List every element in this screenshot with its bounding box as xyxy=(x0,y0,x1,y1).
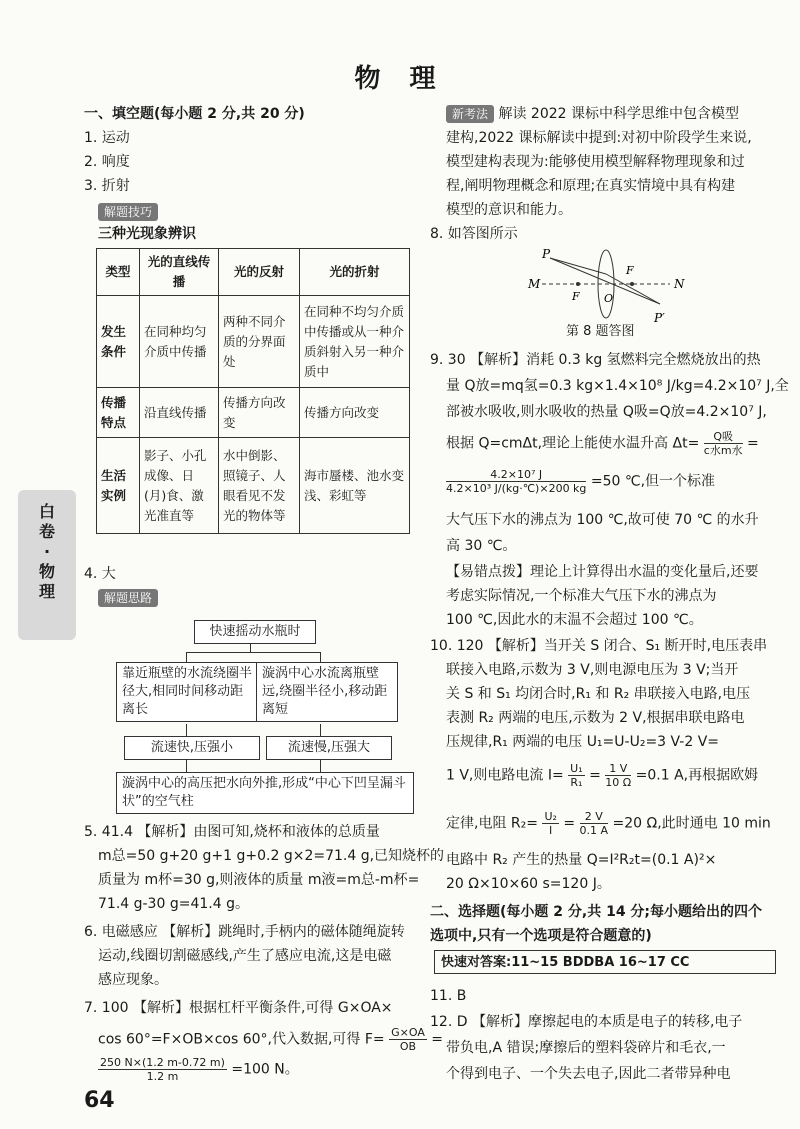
answer-10-line: 关 S 和 S₁ 均闭合时,R₁ 和 R₂ 串联接入电路,电压 xyxy=(446,686,751,702)
fraction-numerator: U₁ xyxy=(570,762,583,775)
answer-10-text: 1 V,则电路电流 I= xyxy=(446,767,564,784)
answer-9-text: =50 ℃,但一个标准 xyxy=(590,473,716,490)
answer-7-text: cos 60°=F×OB×cos 60°,代入数据,可得 F= xyxy=(98,1031,385,1048)
answer-9-line: 部被水吸收,则水吸收的热量 Q吸=Q放=4.2×10⁷ J, xyxy=(446,404,767,420)
label-p-prime: P′ xyxy=(654,311,665,325)
side-tab-label: 白卷·物理 xyxy=(38,502,55,601)
answer-9-fraction xyxy=(446,468,586,495)
answer-10-line xyxy=(446,762,758,789)
answer-10-fraction xyxy=(568,762,584,789)
section-heading-fill-blank: 一、填空题(每小题 2 分,共 20 分) xyxy=(84,106,305,122)
idea-tag xyxy=(98,588,158,608)
answer-5: 5. 41.4 【解析】由图可知,烧杯和液体的总质量 xyxy=(84,824,380,840)
new-method-tag: 新考法 xyxy=(446,105,494,123)
flow-arrow xyxy=(320,724,321,736)
note-line: 建构,2022 课标解读中提到:对初中阶段学生来说, xyxy=(446,130,752,146)
equals-sign: = xyxy=(746,435,759,452)
fraction-denominator: OB xyxy=(399,1040,417,1053)
table-title: 三种光现象辨识 xyxy=(98,226,196,242)
answer-9-text: 根据 Q=cmΔt,理论上能使水温升高 Δt= xyxy=(446,435,700,452)
answer-10-fraction xyxy=(580,810,609,837)
fraction-numerator: 2 V xyxy=(580,810,609,824)
fraction-denominator: I xyxy=(549,824,553,837)
answer-8: 8. 如答图所示 xyxy=(430,226,518,242)
answer-7-fraction xyxy=(98,1056,227,1083)
bulb-icon-tag: 解题思路 xyxy=(98,589,158,607)
label-f-right: F xyxy=(626,264,634,277)
fraction-numerator: Q吸 xyxy=(704,430,743,444)
answer-10-line: 压规律,R₁ 两端的电压 U₁=U-U₂=3 V-2 V= xyxy=(446,734,719,750)
page-number: 64 xyxy=(84,1088,115,1113)
table-cell: 水中倒影、照镜子、人眼看见不发光的物体等 xyxy=(219,438,300,534)
section-heading-choice-line: 选项中,只有一个选项是符合题意的) xyxy=(430,928,652,944)
flow-connector xyxy=(250,644,251,652)
label-o: O xyxy=(604,292,614,305)
answer-9-line xyxy=(446,468,715,495)
flow-arrow xyxy=(320,652,321,662)
answer-10-text: 定律,电阻 R₂= xyxy=(446,815,538,832)
answer-9-line: 量 Q放=mq氢=0.3 kg×1.4×10⁸ J/kg=4.2×10⁷ J,全 xyxy=(446,378,789,394)
flow-connector xyxy=(186,760,187,772)
answer-5-line: m总=50 g+20 g+1 g+0.2 g×2=71.4 g,已知烧杯的 xyxy=(98,848,445,864)
answer-10-line xyxy=(446,810,771,837)
label-f-left: F xyxy=(572,290,580,303)
table-cell: 传播方向改变 xyxy=(300,388,410,438)
flow-connector xyxy=(186,652,320,653)
table-cell: 影子、小孔成像、日(月)食、激光准直等 xyxy=(140,438,219,534)
fraction-numerator: U₂ xyxy=(544,810,557,823)
answer-11: 11. B xyxy=(430,988,467,1004)
answer-4: 4. 大 xyxy=(84,566,116,582)
answer-10-fraction xyxy=(605,762,631,789)
answer-6-line: 运动,线圈切割磁感线,产生了感应电流,这是电磁 xyxy=(98,948,392,964)
answer-10-line: 电路中 R₂ 产生的热量 Q=I²R₂t=(0.1 A)²× xyxy=(446,852,717,868)
focus-right xyxy=(630,282,634,286)
answer-5-line: 质量为 m杯=30 g,则液体的质量 m液=m总-m杯= xyxy=(98,872,420,888)
quick-answer-box: 快速对答案:11~15 BDDBA 16~17 CC xyxy=(434,950,776,974)
flow-left-result: 流速快,压强小 xyxy=(124,736,260,760)
fraction-denominator: 0.1 A xyxy=(579,824,609,837)
table-header-refraction: 光的折射 xyxy=(300,249,410,296)
note-text: 解读 2022 课标中科学思维中包含模型 xyxy=(498,106,739,122)
note-line: 模型的意识和能力。 xyxy=(446,202,572,218)
answer-1: 1. 运动 xyxy=(84,130,130,146)
answer-3: 3. 折射 xyxy=(84,178,130,194)
answer-12-line: 带负电,A 错误;摩擦后的塑料袋碎片和毛衣,一 xyxy=(446,1040,726,1056)
answer-5-line: 71.4 g-30 g=41.4 g。 xyxy=(98,896,249,912)
fraction-denominator: c水m水 xyxy=(703,444,743,457)
answer-12-line: 个得到电子、一个失去电子,因此二者带异种电 xyxy=(446,1066,731,1082)
answer-7-line xyxy=(98,1026,443,1053)
label-n: N xyxy=(674,277,685,291)
fraction-numerator: 250 N×(1.2 m-0.72 m) xyxy=(100,1056,225,1069)
table-cell: 沿直线传播 xyxy=(140,388,219,438)
answer-9-fraction xyxy=(704,430,743,457)
section-heading-choice: 二、选择题(每小题 2 分,共 14 分;每小题给出的四个 xyxy=(430,904,763,920)
equals-sign: = xyxy=(431,1031,444,1048)
flow-connector xyxy=(320,760,321,772)
answer-10-line: 表测 R₂ 两端的电压,示数为 2 V,根据串联电路电 xyxy=(446,710,745,726)
answer-10: 10. 120 【解析】当开关 S 闭合、S₁ 断开时,电压表串 xyxy=(430,638,768,654)
answer-6: 6. 电磁感应 【解析】跳绳时,手柄内的磁体随绳旋转 xyxy=(84,924,405,940)
table-header-reflection: 光的反射 xyxy=(219,249,300,296)
note-line xyxy=(446,104,739,124)
page-title: 物 理 xyxy=(354,64,446,94)
table-row-label: 发生条件 xyxy=(97,296,140,388)
flow-arrow xyxy=(186,724,187,736)
lens-diagram xyxy=(520,244,690,328)
incident-ray xyxy=(550,258,606,274)
table-cell: 海市蜃楼、池水变浅、彩虹等 xyxy=(300,438,410,534)
answer-10-text: =0.1 A,再根据欧姆 xyxy=(635,767,759,784)
table-cell: 在同种均匀介质中传播 xyxy=(140,296,219,388)
answer-10-line: 联接入电路,示数为 3 V,则电源电压为 3 V;当开 xyxy=(446,662,739,678)
focus-left xyxy=(576,282,580,286)
table-header-type: 类型 xyxy=(97,249,140,296)
answer-7-line xyxy=(98,1056,299,1083)
table-row-label: 生活实例 xyxy=(97,438,140,534)
label-m: M xyxy=(528,277,541,291)
error-tip-line: 100 ℃,因此水的末温不会超过 100 ℃。 xyxy=(446,612,703,628)
answer-9-line: 大气压下水的沸点为 100 ℃,故可使 70 ℃ 的水升 xyxy=(446,512,759,528)
note-line: 模型建构表现为:能够使用模型解释物理现象和过 xyxy=(446,154,745,170)
tip-tag xyxy=(98,202,158,222)
error-tip: 【易错点拨】理论上计算得出水温的变化量后,还要 xyxy=(446,564,759,580)
table-cell: 传播方向改变 xyxy=(219,388,300,438)
note-line: 程,阐明物理概念和原理;在真实情境中具有构建 xyxy=(446,178,736,194)
fraction-numerator: 4.2×10⁷ J xyxy=(446,468,586,482)
table-cell: 两种不同介质的分界面处 xyxy=(219,296,300,388)
fraction-denominator: 4.2×10³ J/(kg·℃)×200 kg xyxy=(446,482,587,495)
answer-9: 9. 30 【解析】消耗 0.3 kg 氢燃料完全燃烧放出的热 xyxy=(430,352,761,368)
flow-right-box: 漩涡中心水流离瓶壁远,绕圈半径小,移动距离短 xyxy=(256,662,398,722)
flow-top-box: 快速摇动水瓶时 xyxy=(194,620,316,644)
flow-bottom-box: 漩涡中心的高压把水向外推,形成“中心下凹呈漏斗状”的空气柱 xyxy=(116,772,414,814)
equals-sign: = xyxy=(563,815,576,832)
flow-arrow xyxy=(186,652,187,662)
answer-10-fraction xyxy=(542,810,558,837)
answer-10-text: =20 Ω,此时通电 10 min xyxy=(612,815,771,832)
answer-10-line: 20 Ω×10×60 s=120 J。 xyxy=(446,876,611,892)
fraction-numerator: 1 V xyxy=(605,762,631,776)
flow-right-result: 流速慢,压强大 xyxy=(266,736,392,760)
table-header-straight: 光的直线传播 xyxy=(140,249,219,296)
table-row-label: 传播特点 xyxy=(97,388,140,438)
error-tip-line: 考虑实际情况,一个标准大气压下水的沸点为 xyxy=(446,588,717,604)
fraction-numerator: G×OA xyxy=(391,1026,425,1039)
figure-caption: 第 8 题答图 xyxy=(566,324,635,339)
fraction-denominator: R₁ xyxy=(570,776,583,789)
fraction-denominator: 1.2 m xyxy=(146,1070,179,1083)
equals-sign: = xyxy=(589,767,601,784)
answer-7: 7. 100 【解析】根据杠杆平衡条件,可得 G×OA× xyxy=(84,1000,393,1016)
answer-7-result: =100 N。 xyxy=(231,1061,299,1078)
flow-left-box: 靠近瓶壁的水流绕圈半径大,相同时间移动距离长 xyxy=(116,662,258,722)
fraction-denominator: 10 Ω xyxy=(605,776,632,789)
label-p: P xyxy=(542,247,551,261)
answer-6-line: 感应现象。 xyxy=(98,972,168,988)
light-phenomena-table xyxy=(96,248,410,534)
answer-2: 2. 响度 xyxy=(84,154,130,170)
answer-12: 12. D 【解析】摩擦起电的本质是电子的转移,电子 xyxy=(430,1014,743,1030)
key-icon-tag: 解题技巧 xyxy=(98,203,158,221)
answer-9-line xyxy=(446,430,759,457)
table-cell: 在同种不均匀介质中传播或从一种介质斜射入另一种介质中 xyxy=(300,296,410,388)
answer-9-line: 高 30 ℃。 xyxy=(446,538,517,554)
answer-7-fraction xyxy=(389,1026,427,1053)
